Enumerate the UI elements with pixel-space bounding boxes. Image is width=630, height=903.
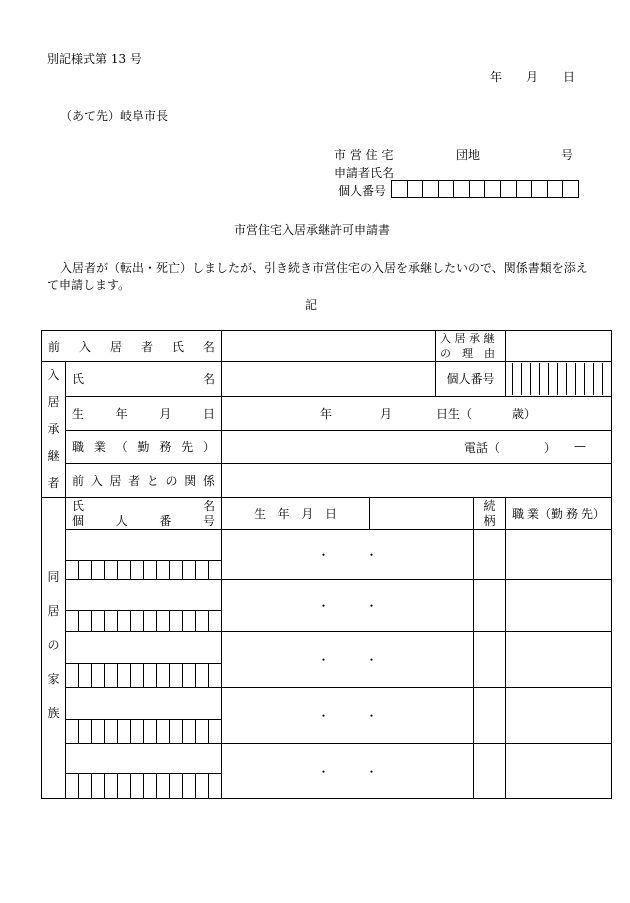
family-3-relation-field[interactable] [474, 632, 506, 688]
family-5-mynumber-boxes[interactable] [66, 774, 222, 799]
date-year: 年 [490, 70, 503, 84]
family-header-spacer [370, 498, 474, 530]
family-label: 同 居 の 家 族 [42, 498, 66, 799]
family-5-birth-field[interactable]: ・ ・ [222, 744, 474, 799]
family-5-relation-field[interactable] [474, 744, 506, 799]
family-header-birth: 生 年 月 日 [222, 498, 370, 530]
family-5-name-field[interactable] [66, 744, 222, 774]
family-1-job-field[interactable] [506, 530, 612, 580]
go-label: 号 [561, 148, 574, 162]
successor-birth-label: 生 年 月 日 [66, 396, 222, 430]
family-header-job: 職 業（勤 務 先） [506, 498, 612, 530]
succession-reason-field[interactable] [506, 331, 612, 362]
successor-job-field[interactable]: 電話（ ） — [222, 430, 612, 464]
family-3-birth-field[interactable]: ・ ・ [222, 632, 474, 688]
family-header-relation: 続 柄 [474, 498, 506, 530]
form-number: 別記様式第 13 号 [47, 52, 142, 66]
successor-name-label: 氏 名 [66, 362, 222, 397]
family-3-mynumber-boxes[interactable] [66, 664, 222, 688]
family-3-name-field[interactable] [66, 632, 222, 664]
family-3-job-field[interactable] [506, 632, 612, 688]
relation-label: 前 入 居 者 と の 関 係 [66, 464, 222, 498]
family-2-birth-field[interactable]: ・ ・ [222, 580, 474, 632]
family-1-birth-field[interactable]: ・ ・ [222, 530, 474, 580]
successor-mynumber-boxes[interactable] [506, 362, 612, 397]
body-text-line-2: て申請します。 [47, 278, 131, 292]
applicant-mynumber-label: 個人番号 [338, 184, 387, 198]
relation-field[interactable] [222, 464, 612, 498]
family-1-relation-field[interactable] [474, 530, 506, 580]
prev-resident-label: 前 入 居 者 氏 名 [42, 331, 222, 362]
application-table [41, 330, 612, 799]
family-2-relation-field[interactable] [474, 580, 506, 632]
prev-resident-name-field[interactable] [222, 331, 436, 362]
family-2-mynumber-boxes[interactable] [66, 611, 222, 632]
family-4-birth-field[interactable]: ・ ・ [222, 688, 474, 744]
successor-mynumber-label: 個人番号 [436, 362, 506, 397]
housing-label: 市 営 住 宅 [334, 148, 394, 162]
date-month: 月 [526, 70, 539, 84]
date-day: 日 [563, 70, 576, 84]
addressee: （あて先）岐阜市長 [60, 109, 169, 123]
family-2-job-field[interactable] [506, 580, 612, 632]
family-4-name-field[interactable] [66, 688, 222, 720]
danchi-label: 団地 [456, 148, 481, 162]
applicant-name-label: 申請者氏名 [334, 166, 395, 180]
successor-job-label: 職 業 （ 勤 務 先 ） [66, 430, 222, 464]
family-4-job-field[interactable] [506, 688, 612, 744]
ki-label: 記 [305, 298, 318, 312]
family-4-relation-field[interactable] [474, 688, 506, 744]
successor-name-field[interactable] [222, 362, 436, 397]
family-4-mynumber-boxes[interactable] [66, 720, 222, 744]
document-title: 市営住宅入居承継許可申請書 [234, 223, 391, 237]
family-5-job-field[interactable] [506, 744, 612, 799]
family-2-name-field[interactable] [66, 580, 222, 611]
family-header-name: 氏 名 個 人 番 号 [66, 498, 222, 530]
succession-reason-label: 入 居 承 継 の 理 由 [436, 331, 506, 362]
successor-label: 入 居 承 継 者 [42, 362, 66, 498]
family-1-mynumber-boxes[interactable] [66, 561, 222, 580]
family-1-name-field[interactable] [66, 530, 222, 561]
body-text-line-1: 入居者が（転出・死亡）しましたが、引き続き市営住宅の入居を承継したいので、関係書類を添え [60, 261, 588, 275]
applicant-mynumber-boxes[interactable] [391, 180, 579, 198]
successor-birth-field[interactable]: 年 月 日生（ 歳） [222, 396, 612, 430]
